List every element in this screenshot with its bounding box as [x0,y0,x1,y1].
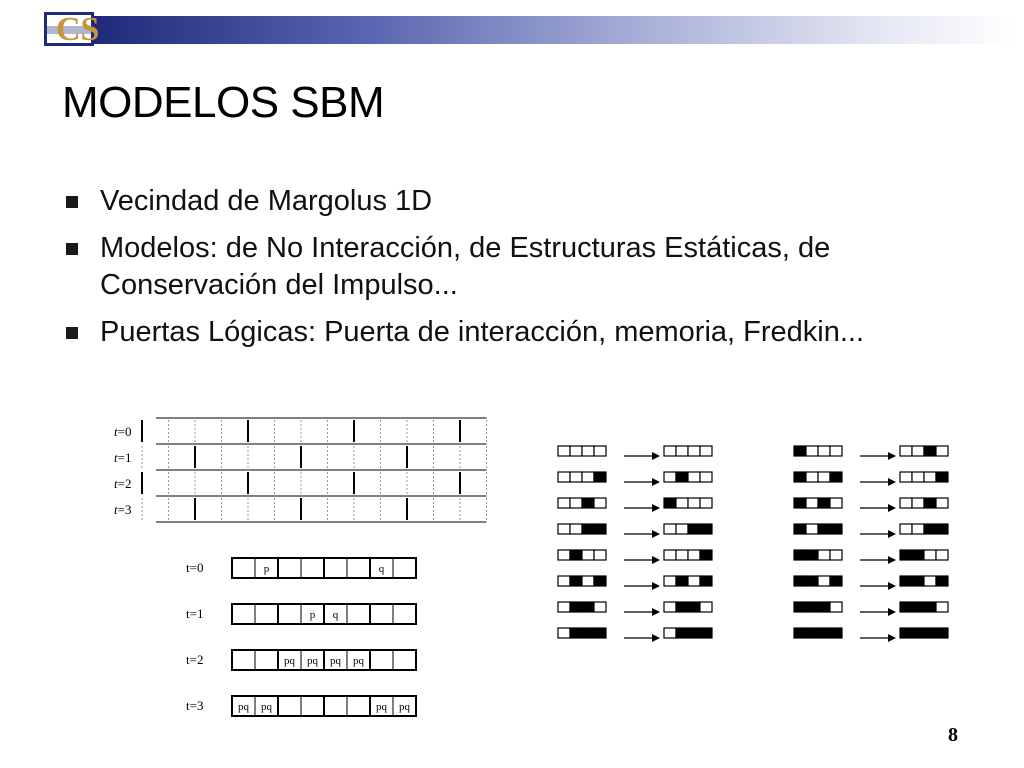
rule-cell [700,602,712,612]
rule-cell [594,446,606,456]
bullet-text: Modelos: de No Interacción, de Estructuras Estáticas, de Conservación del Impulso... [100,232,831,301]
rule-cell [818,498,830,508]
rule-cell [594,628,606,638]
rule-cell [664,498,676,508]
rule-cell [924,498,936,508]
rule-cell [664,446,676,456]
rule-cell [688,628,700,638]
rule-cell [830,576,842,586]
bullet-square-icon [66,243,78,255]
rule-cell [700,472,712,482]
rule-cell [818,472,830,482]
rule-cell [912,498,924,508]
rule-cell [594,602,606,612]
arrow-right-icon [652,530,660,538]
rule-cell [570,576,582,586]
rule-cell [806,524,818,534]
rule-cell [830,524,842,534]
bullet-item [62,183,982,220]
arrow-right-icon [888,556,896,564]
margolus-row-label: t=0 [114,424,132,439]
rule-cell [558,472,570,482]
arrow-right-icon [888,582,896,590]
rule-cell [912,628,924,638]
logo [44,11,100,48]
rule-cell [700,550,712,560]
rule-cell [912,524,924,534]
gate-cell-label: p [309,609,316,621]
rule-cell [700,446,712,456]
page-number: 8 [948,724,958,746]
rule-cell [664,550,676,560]
gate-cell-label: q [378,563,385,575]
rule-cell [570,446,582,456]
rule-cell [688,550,700,560]
gate-row-label: t=2 [186,652,204,667]
rule-cell [570,550,582,560]
arrow-right-icon [652,608,660,616]
rule-cell [558,628,570,638]
rule-cell [582,550,594,560]
rule-cell [794,576,806,586]
rule-cell [594,498,606,508]
rule-cell [676,472,688,482]
bullet-list [62,183,982,361]
rule-cell [570,472,582,482]
gate-row-label: t=0 [186,560,204,575]
rule-cell [794,472,806,482]
arrow-right-icon [888,504,896,512]
slide-title: MODELOS SBM [62,78,385,127]
rules-left-diagram [556,438,726,653]
rule-cell [818,602,830,612]
rule-cell [582,498,594,508]
arrow-right-icon [652,582,660,590]
rule-cell [688,446,700,456]
rule-cell [594,576,606,586]
rule-cell [806,550,818,560]
rule-cell [900,446,912,456]
rule-cell [688,576,700,586]
gate-cell-label: pq [330,655,341,667]
rule-cell [558,524,570,534]
rule-cell [830,472,842,482]
arrow-right-icon [652,556,660,564]
header-gradient-bar [94,16,1014,44]
rule-cell [912,576,924,586]
rule-cell [806,446,818,456]
arrow-right-icon [652,452,660,460]
rule-cell [936,498,948,508]
rule-cell [818,576,830,586]
rule-cell [900,472,912,482]
rule-cell [676,576,688,586]
margolus-row-label: t=1 [114,450,132,465]
gate-cell-label: pq [307,655,318,667]
arrow-right-icon [652,504,660,512]
rule-cell [936,472,948,482]
gate-diagram [180,550,430,725]
rule-cell [806,498,818,508]
rule-cell [570,602,582,612]
gate-cell-label: pq [238,701,249,713]
rule-cell [818,524,830,534]
rule-cell [900,602,912,612]
rule-cell [664,524,676,534]
rule-cell [924,576,936,586]
rule-cell [688,498,700,508]
margolus-row-label: t=3 [114,502,132,517]
rule-cell [594,550,606,560]
rule-cell [794,524,806,534]
rule-cell [806,628,818,638]
bullet-square-icon [66,196,78,208]
rule-cell [700,576,712,586]
rule-cell [912,550,924,560]
rule-cell [936,550,948,560]
rule-cell [806,602,818,612]
rule-cell [830,446,842,456]
rule-cell [830,550,842,560]
rule-cell [900,628,912,638]
gate-cell-label: pq [399,701,410,713]
rule-cell [806,576,818,586]
rule-cell [582,602,594,612]
rule-cell [830,602,842,612]
rule-cell [558,602,570,612]
bullet-text: Vecindad de Margolus 1D [100,185,433,217]
margolus-diagram [100,410,510,530]
rule-cell [900,550,912,560]
arrow-right-icon [888,530,896,538]
rule-cell [582,576,594,586]
rule-cell [818,550,830,560]
rule-cell [912,446,924,456]
rule-cell [900,498,912,508]
rules-right-diagram [792,438,962,653]
rule-cell [818,446,830,456]
arrow-right-icon [888,608,896,616]
rule-cell [558,576,570,586]
rule-cell [582,446,594,456]
rule-cell [794,628,806,638]
rule-cell [924,446,936,456]
rule-cell [664,602,676,612]
rule-cell [912,602,924,612]
gate-cell-label: pq [284,655,295,667]
bullet-item [62,230,982,304]
rule-cell [676,602,688,612]
arrow-right-icon [888,478,896,486]
rule-cell [924,628,936,638]
rule-cell [688,524,700,534]
rule-cell [924,602,936,612]
rule-cell [936,628,948,638]
bullet-square-icon [66,327,78,339]
logo-text: CS [56,11,100,48]
rule-cell [794,446,806,456]
rule-cell [676,446,688,456]
gate-cell-label: pq [261,701,272,713]
rule-cell [558,446,570,456]
rule-cell [570,498,582,508]
gate-cell-label: pq [376,701,387,713]
rule-cell [794,550,806,560]
rule-cell [676,550,688,560]
rule-cell [594,472,606,482]
gate-cell-label: p [263,563,270,575]
arrow-right-icon [888,634,896,642]
gate-row-label: t=3 [186,698,204,713]
rule-cell [830,628,842,638]
rule-cell [818,628,830,638]
bullet-text: Puertas Lógicas: Puerta de interacción, memoria, Fredkin... [100,316,865,348]
rule-cell [664,628,676,638]
rule-cell [900,524,912,534]
rule-cell [936,524,948,534]
rule-cell [582,472,594,482]
rule-cell [924,524,936,534]
rule-cell [924,550,936,560]
rule-cell [700,524,712,534]
rule-cell [936,446,948,456]
rule-cell [558,550,570,560]
rule-cell [676,524,688,534]
rule-cell [676,628,688,638]
rule-cell [688,602,700,612]
rule-cell [936,576,948,586]
rule-cell [794,498,806,508]
arrow-right-icon [652,634,660,642]
rule-cell [912,472,924,482]
margolus-row-label: t=2 [114,476,132,491]
arrow-right-icon [652,478,660,486]
rule-cell [806,472,818,482]
rule-cell [570,628,582,638]
rule-cell [558,498,570,508]
rule-cell [900,576,912,586]
gate-row-label: t=1 [186,606,204,621]
rule-cell [830,498,842,508]
rule-cell [794,602,806,612]
rule-cell [688,472,700,482]
rule-cell [570,524,582,534]
rule-cell [676,498,688,508]
gate-cell-label: q [332,609,339,621]
rule-cell [936,602,948,612]
rule-cell [582,628,594,638]
rule-cell [924,472,936,482]
gate-cell-label: pq [353,655,364,667]
rule-cell [664,472,676,482]
rule-cell [582,524,594,534]
rule-cell [664,576,676,586]
arrow-right-icon [888,452,896,460]
rule-cell [594,524,606,534]
rule-cell [700,498,712,508]
rule-cell [700,628,712,638]
bullet-item [62,314,982,351]
